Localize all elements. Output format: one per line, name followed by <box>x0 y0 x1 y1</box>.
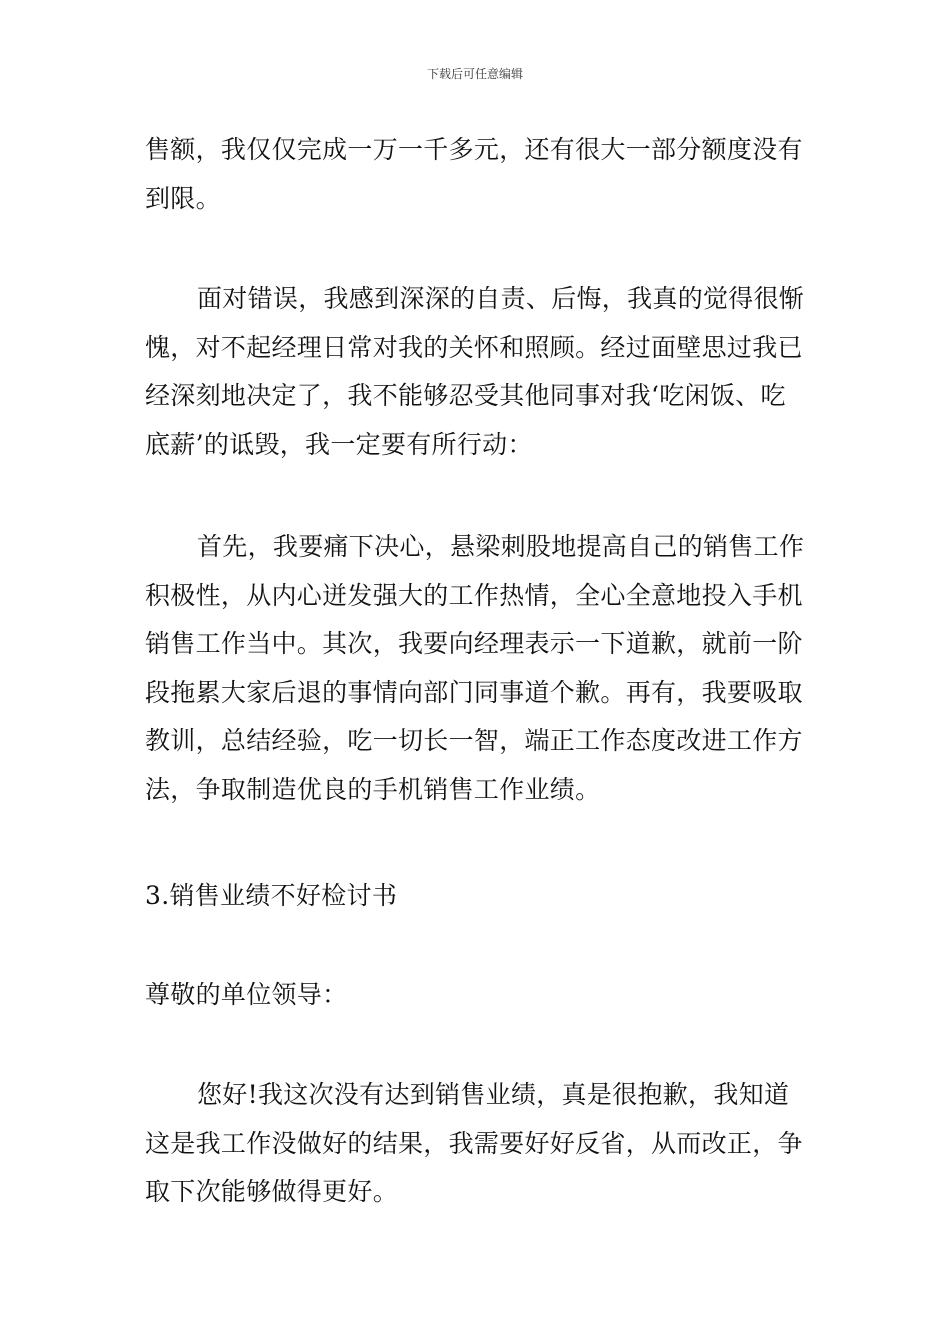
paragraph-apology: 您好!我这次没有达到销售业绩，真是很抱歉，我知道这是我工作没做好的结果，我需要好好反省，从而改正，争取下次能够做得更好。 <box>145 1080 803 1206</box>
paragraph-continuation: 售额，我仅仅完成一万一千多元，还有很大一部分额度没有到限。 <box>145 135 803 213</box>
page-header: 下载后可任意编辑 <box>426 67 523 81</box>
section-heading: 3.销售业绩不好检讨书 <box>145 881 398 910</box>
paragraph-remorse: 面对错误，我感到深深的自责、后悔，我真的觉得很惭愧，对不起经理日常对我的关怀和照顾。经过面壁思过我已经深刻地决定了，我不能够忍受其他同事对我‘吃闲饭、吃底薪’的诋毁，我一定要有所行动： <box>145 284 805 459</box>
paragraph-action-plan: 首先，我要痛下决心，悬梁刺股地提高自己的销售工作积极性，从内心迸发强大的工作热情，全心全意地投入手机销售工作当中。其次，我要向经理表示一下道歉，就前一阶段拖累大家后退的事情向部门同事道个歉。再有，我要吸取教训，总结经验，吃一切长一智，端正工作态度改进工作方法，争取制造优良的手机销售工作业绩。 <box>145 532 805 804</box>
salutation: 尊敬的单位领导： <box>145 980 348 1009</box>
